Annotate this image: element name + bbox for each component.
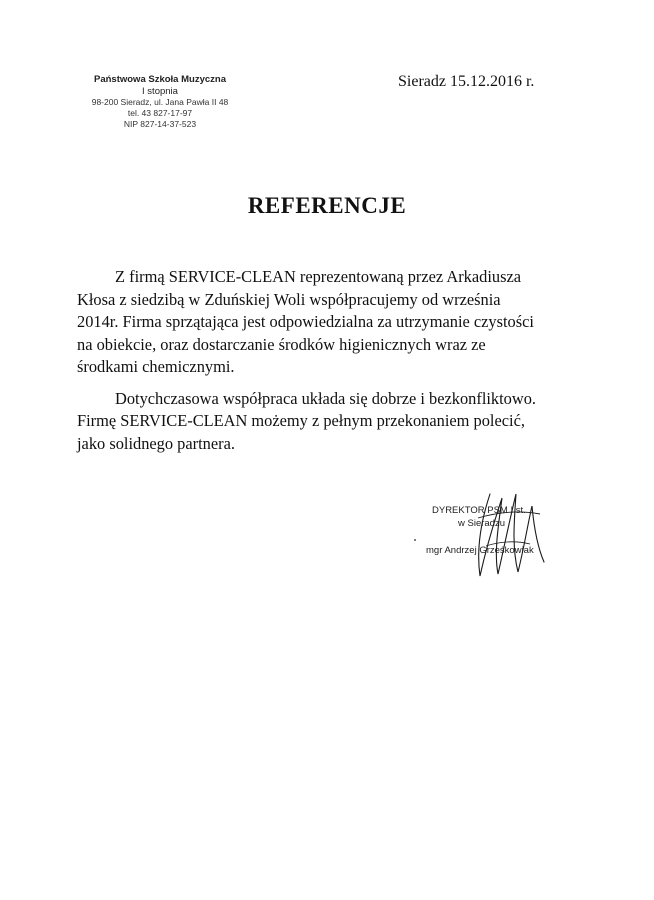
paragraph-2: [77, 388, 577, 456]
letter-title: REFERENCJE: [247, 193, 407, 218]
letter-date: Sieradz 15.12.2016 r.: [398, 73, 535, 90]
school-address: 98-200 Sieradz, ul. Jana Pawła II 48: [91, 97, 229, 107]
paragraph-line: 2014r. Firma sprzątająca jest odpowiedzialna za utrzymanie czystości: [77, 312, 534, 331]
paragraph-line: środkami chemicznymi.: [77, 357, 235, 376]
letter-body: [77, 266, 577, 455]
school-name: Państwowa Szkoła Muzyczna: [94, 74, 226, 85]
paragraph-line: Kłosa z siedzibą w Zduńskiej Woli współpracujemy od września: [77, 289, 501, 309]
paragraph-line: Z firmą SERVICE-CLEAN reprezentowaną przez Arkadiusza: [115, 267, 522, 286]
ink-dot: [414, 539, 416, 541]
director-location: w Sieradzu: [458, 518, 505, 529]
paragraph-line: na obiekcie, oraz dostarczanie środków higienicznych wraz ze: [77, 334, 486, 354]
school-phone: tel. 43 827-17-97: [127, 108, 193, 118]
director-name: mgr Andrzej Grześkowiak: [426, 545, 534, 556]
director-title: DYREKTOR PSM I st.: [432, 505, 526, 516]
paragraph-line: jako solidnego partnera.: [77, 433, 235, 453]
handwritten-signature: [468, 488, 548, 580]
school-nip: NIP 827-14-37-523: [123, 119, 197, 129]
paragraph-1: [77, 266, 577, 379]
paragraph-line: Firmę SERVICE-CLEAN możemy z pełnym przekonaniem polecić,: [77, 411, 525, 430]
school-letterhead-stamp: [70, 74, 250, 130]
paragraph-line: Dotychczasowa współpraca układa się dobrze i bezkonfliktowo.: [115, 388, 537, 408]
school-degree: I stopnia: [142, 86, 178, 97]
